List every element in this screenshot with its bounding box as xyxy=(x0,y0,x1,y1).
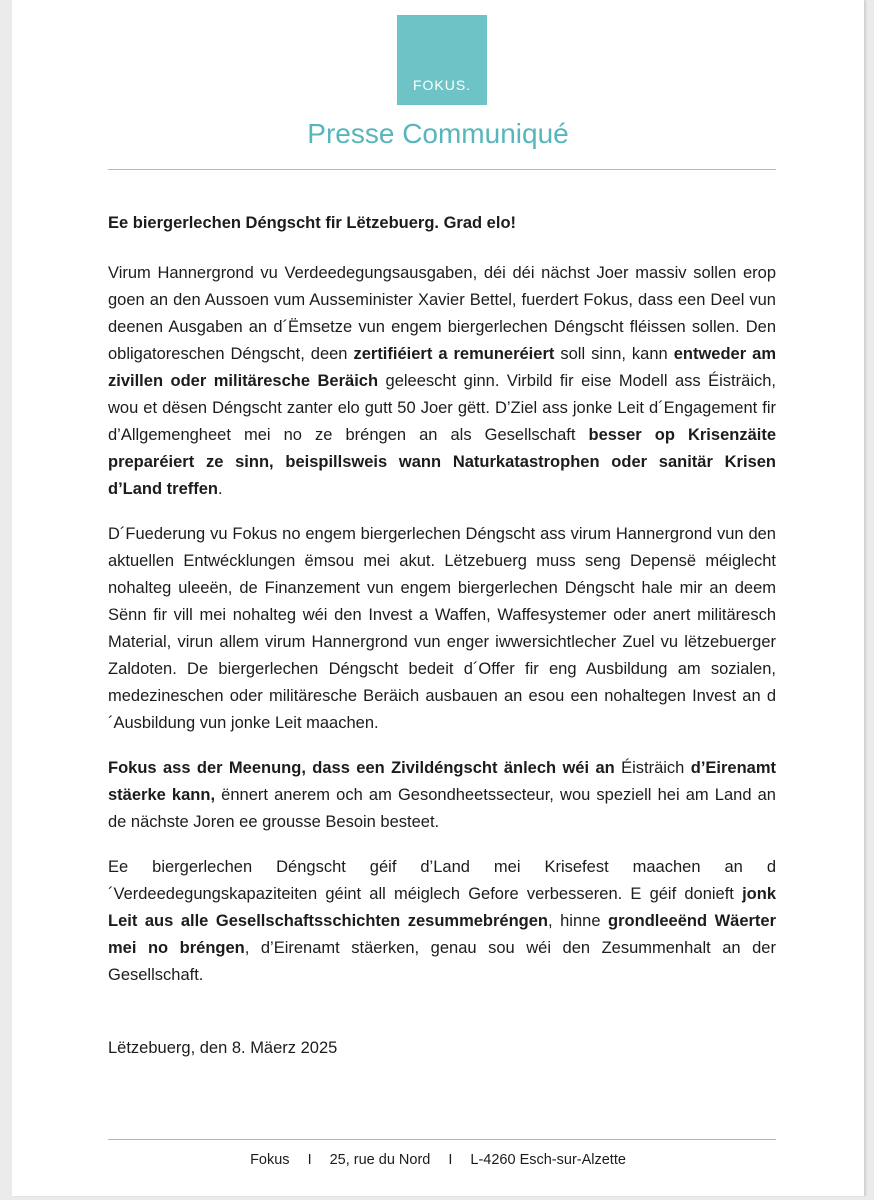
text-run: Éisträich xyxy=(614,759,691,777)
bold-run: zertifiéiert a remuneréiert xyxy=(353,345,555,363)
text-run: Virum Hannergrond vu Verdeedegungsausgaben, déi déi nächst Joer massiv sollen erop goen an den Aussoen vum Ausseminister Xavier Bettel, fuerdert Fokus, dass een Deel vun deenen Ausgaben an d´Ëmsetze vun engem biergerlechen Déngscht fléissen sollen. Den obligatoreschen Déngscht, deen xyxy=(108,264,776,363)
headline: Ee biergerlechen Déngscht fir Lëtzebuerg. Grad elo! xyxy=(108,214,517,232)
document-body xyxy=(108,210,776,1080)
bold-run: entweder am zivillen oder militäresche Beräich xyxy=(108,345,776,390)
bold-run: grondleeënd Wäerter mei no bréngen xyxy=(108,912,777,957)
text-run: soll sinn, kann xyxy=(554,345,674,363)
footer-city: L-4260 Esch-sur-Alzette xyxy=(470,1152,626,1168)
footer-separator: I xyxy=(448,1152,453,1168)
bold-run: besser op Krisenzäite preparéiert ze sinn, beispillsweis wann Naturkatastrophen oder sanitär Krisen d’Land treffen xyxy=(108,426,777,498)
text-run: , hinne xyxy=(548,912,609,930)
logo-text: FOKUS. xyxy=(412,77,472,93)
bold-run: d’Eirenamt stäerke kann, xyxy=(108,759,777,804)
text-run: D´Fuederung vu Fokus no engem biergerlechen Déngscht ass virum Hannergrond vun den aktuellen Entwécklungen ëmsou mei akut. Lëtzebuerg muss seng Depensë méiglecht nohalteg uleeën, de Finanzement vun engem biergerlechen Déngscht hale mir an deem Sënn fir vill mei nohalteg wéi den Invest a Waffen, Waffesystemer oder anert militäresch Material, virun allem virum Hannergrond vun enger iwwersichtlecher Zuel vu lëtzebuerger Zaldoten. De biergerlechen Déngscht bedeit d´Offer fir eng Ausbildung am sozialen, medezineschen oder militäresche Beräich ausbauen an esou een nohaltegen Invest an d´Ausbildung vun jonke Leit maachen. xyxy=(108,525,776,732)
fokus-logo xyxy=(397,15,487,105)
footer-separator: I xyxy=(307,1152,312,1168)
page-title: Presse Communiqué xyxy=(307,118,569,149)
bold-run: jonk Leit aus alle Gesellschaftsschichten zesummebréngen xyxy=(108,885,776,930)
text-run: Ee biergerlechen Déngscht géif d’Land mei Krisefest maachen an d´Verdeedegungskapaziteiten géint all méiglech Gefore verbesseren. E géif donieft xyxy=(108,858,776,903)
footer-divider xyxy=(108,1139,776,1140)
paragraph-2 xyxy=(108,521,776,737)
footer xyxy=(12,1152,864,1168)
text-run: . xyxy=(218,480,223,498)
text-run: ënnert anerem och am Gesondheetssecteur, wou speziell hei am Land an de nächste Joren ee grousse Besoin besteet. xyxy=(108,786,776,831)
paragraph-1 xyxy=(108,260,776,503)
footer-org: Fokus xyxy=(250,1152,290,1168)
header-divider xyxy=(108,169,776,170)
bold-run: Fokus ass der Meenung, dass een Zivildéngscht änlech wéi an xyxy=(108,759,615,777)
footer-street: 25, rue du Nord xyxy=(329,1152,431,1168)
text-run: , d’Eirenamt stäerken, genau sou wéi den Zesummenhalt an der Gesellschaft. xyxy=(108,939,776,984)
paragraph-3 xyxy=(108,755,776,836)
text-run: geleescht ginn. Virbild fir eise Modell ass Éisträich, wou et dësen Déngscht zanter elo gutt 50 Joer gëtt. D’Ziel ass jonke Leit d´Engagement fir d’Allgemengheet mei no ze bréngen an als Gesellschaft xyxy=(108,372,776,444)
document-page xyxy=(12,0,864,1196)
paragraph-4 xyxy=(108,854,776,989)
date-line: Lëtzebuerg, den 8. Mäerz 2025 xyxy=(108,1039,338,1057)
